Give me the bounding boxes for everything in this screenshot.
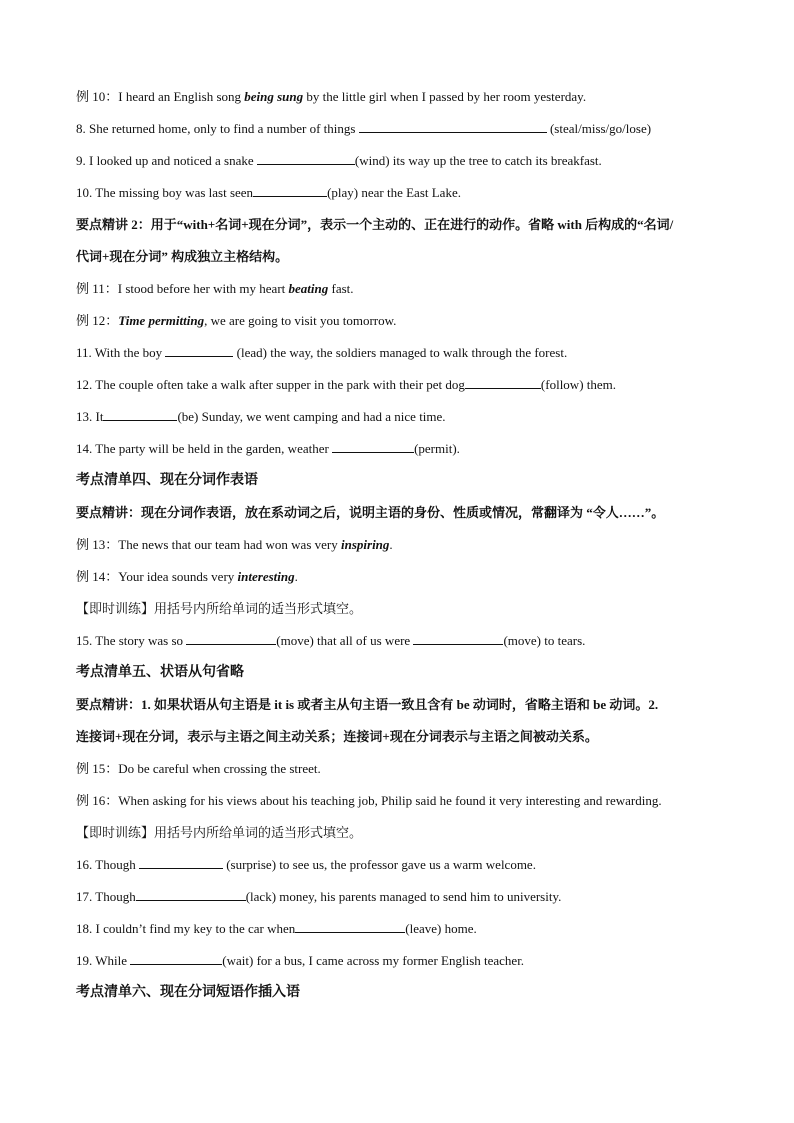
section-heading-5: 考点清单五、状语从句省略: [76, 665, 244, 680]
answer-blank[interactable]: [332, 440, 414, 453]
question-14: 14. The party will be held in the garden, weather (permit).: [76, 441, 460, 456]
example-10: 例 10：I heard an English song being sung by the little girl when I passed by her room yesterday.: [76, 89, 587, 104]
answer-blank[interactable]: [413, 632, 503, 645]
practice-instruction: 【即时训练】用括号内所给单词的适当形式填空。: [76, 601, 363, 616]
example-14: 例 14：Your idea sounds very interesting.: [76, 569, 298, 584]
example-16: 例 16：When asking for his views about his teaching job, Philip said he found it very interesting and rewarding.: [76, 793, 662, 808]
practice-instruction: 【即时训练】用括号内所给单词的适当形式填空。: [76, 825, 363, 840]
example-12: 例 12：Time permitting, we are going to visit you tomorrow.: [76, 313, 397, 328]
answer-blank[interactable]: [253, 184, 327, 197]
key-point-4: 要点精讲：现在分词作表语，放在系动词之后，说明主语的身份、性质或情况，常翻译为 “令人……”。: [76, 505, 665, 520]
answer-blank[interactable]: [465, 376, 541, 389]
question-16: 16. Though (surprise) to see us, the professor gave us a warm welcome.: [76, 857, 536, 872]
answer-blank[interactable]: [130, 952, 222, 965]
answer-blank[interactable]: [186, 632, 276, 645]
key-point-5: 要点精讲：1. 如果状语从句主语是 it is 或者主从句主语一致且含有 be 动词时，省略主语和 be 动词。2.: [76, 697, 659, 712]
answer-blank[interactable]: [136, 888, 246, 901]
question-17: 17. Though (lack) money, his parents managed to send him to university.: [76, 889, 562, 904]
answer-blank[interactable]: [257, 152, 355, 165]
example-13: 例 13：The news that our team had won was very inspiring.: [76, 537, 393, 552]
question-13: 13. It (be) Sunday, we went camping and had a nice time.: [76, 409, 446, 424]
question-18: 18. I couldn’t find my key to the car when (leave) home.: [76, 921, 477, 936]
section-heading-6: 考点清单六、现在分词短语作插入语: [76, 985, 300, 1000]
key-point-2: 要点精讲 2：用于“with+名词+现在分词”，表示一个主动的、正在进行的动作。省略 with 后构成的“名词/: [76, 217, 674, 232]
example-15: 例 15：Do be careful when crossing the street.: [76, 761, 321, 776]
answer-blank[interactable]: [295, 920, 405, 933]
question-11: 11. With the boy (lead) the way, the soldiers managed to walk through the forest.: [76, 345, 568, 360]
example-11: 例 11：I stood before her with my heart beating fast.: [76, 281, 354, 296]
answer-blank[interactable]: [359, 120, 547, 133]
question-10: 10. The missing boy was last seen (play) near the East Lake.: [76, 185, 461, 200]
question-19: 19. While (wait) for a bus, I came across my former English teacher.: [76, 953, 525, 968]
answer-blank[interactable]: [103, 408, 177, 421]
question-12: 12. The couple often take a walk after supper in the park with their pet dog (follow) them.: [76, 377, 617, 392]
question-8: 8. She returned home, only to find a number of things (steal/miss/go/lose): [76, 121, 652, 136]
question-9: 9. I looked up and noticed a snake (wind) its way up the tree to catch its breakfast.: [76, 153, 602, 168]
answer-blank[interactable]: [139, 856, 223, 869]
key-point-2-cont: 代词+现在分词” 构成独立主格结构。: [76, 249, 289, 264]
answer-blank[interactable]: [165, 344, 233, 357]
question-15: 15. The story was so (move) that all of us were (move) to tears.: [76, 633, 586, 648]
key-point-5-cont: 连接词+现在分词，表示与主语之间主动关系；连接词+现在分词表示与主语之间被动关系。: [76, 729, 598, 744]
section-heading-4: 考点清单四、现在分词作表语: [76, 473, 258, 488]
